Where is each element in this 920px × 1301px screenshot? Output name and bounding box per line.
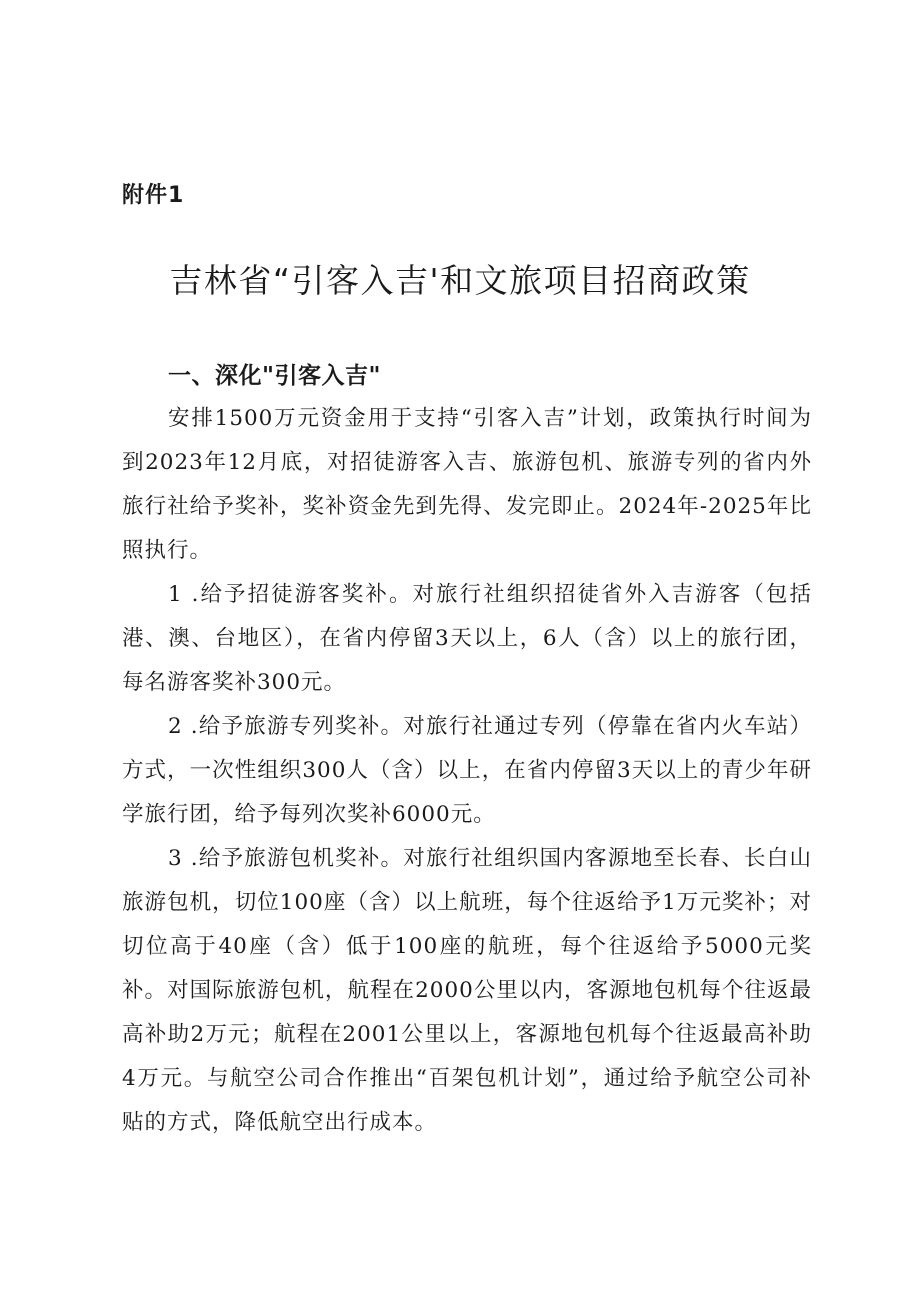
document-body — [122, 397, 812, 1145]
section-heading: 一、深化"引客入吉" — [168, 363, 381, 389]
paragraph-item-1: 1 .给予招徒游客奖补。对旅行社组织招徒省外入吉游客（包括港、澳、台地区），在省内停留3天以上，6人（含）以上的旅行团，每名游客奖补300元。 — [122, 582, 812, 695]
paragraph-item-3: 3 .给予旅游包机奖补。对旅行社组织国内客源地至长春、长白山旅游包机，切位100座（含）以上航班，每个往返给予1万元奖补；对切位高于40座（含）低于100座的航班，每个往返给予5000元奖补。对国际旅游包机，航程在2000公里以内，客源地包机每个往返最高补助2万元；航程在2001公里以上，客源地包机每个往返最高补助4万元。与航空公司合作推出“百架包机计划”，通过给予航空公司补贴的方式，降低航空出行成本。 — [122, 846, 812, 1135]
paragraph-item-2: 2 .给予旅游专列奖补。对旅行社通过专列（停靠在省内火车站）方式，一次性组织300人（含）以上，在省内停留3天以上的青少年研学旅行团，给予每列次奖补6000元。 — [122, 714, 812, 827]
attachment-label: 附件1 — [122, 183, 185, 208]
document-title: 吉林省“引客入吉'和文旅项目招商政策 — [169, 261, 751, 300]
paragraph-intro: 安排1500万元资金用于支持“引客入吉”计划，政策执行时间为到2023年12月底，对招徒游客入吉、旅游包机、旅游专列的省内外旅行社给予奖补，奖补资金先到先得、发完即止。2024年-2025年比照执行。 — [122, 406, 812, 563]
